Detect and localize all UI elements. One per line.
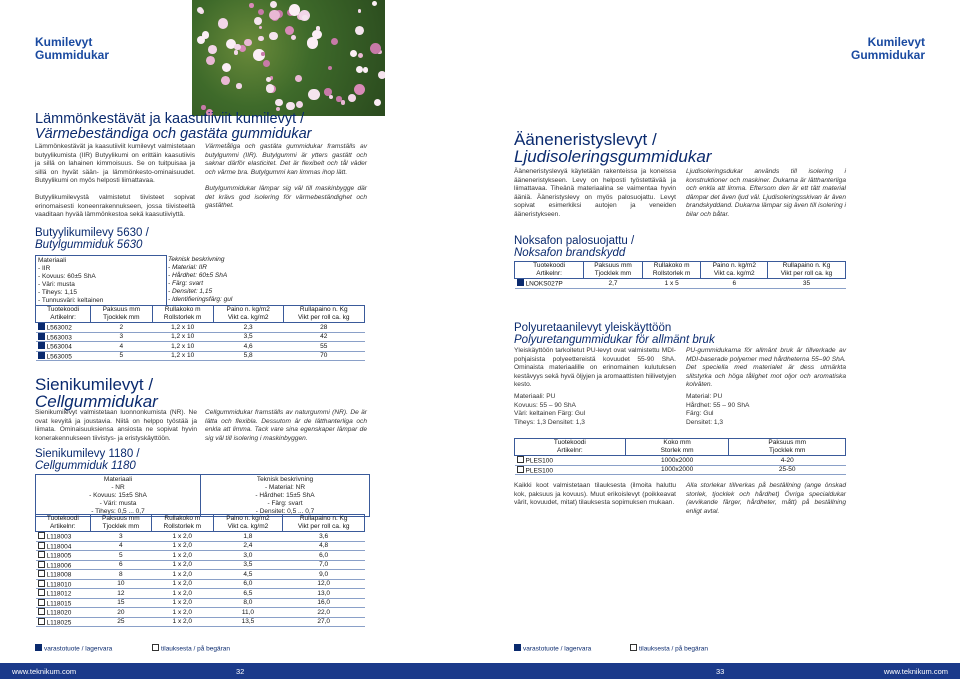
table-cell: L118008 xyxy=(36,570,91,580)
flower-blossom xyxy=(197,7,203,13)
flower-blossom xyxy=(218,18,228,28)
table-cell: 35 xyxy=(768,279,846,289)
table-cell: 25 xyxy=(90,617,151,627)
table-cell: 6,0 xyxy=(283,551,365,561)
table-cell: 1 x 2,0 xyxy=(152,589,213,599)
table-cell: L118004 xyxy=(36,541,91,551)
table-cell: PLES100 xyxy=(515,465,626,475)
table-cell: L563003 xyxy=(36,332,91,342)
mat1-fi-line: - Kovuus: 60±5 ShA xyxy=(38,273,96,280)
table-cell: 1 x 2,0 xyxy=(152,617,213,627)
table-row xyxy=(36,532,365,542)
header-right-line1: Kumilevyt xyxy=(867,35,925,49)
table-row xyxy=(36,332,365,342)
flower-blossom xyxy=(307,37,319,49)
table-cell: 28 xyxy=(283,323,365,333)
table-row xyxy=(36,342,365,352)
table-cell: 1,2 x 10 xyxy=(152,351,213,361)
table-cell: 25-50 xyxy=(729,465,846,475)
flower-blossom xyxy=(269,10,279,20)
flower-blossom xyxy=(308,89,319,100)
table-cell: L563002 xyxy=(36,323,91,333)
header-right xyxy=(851,36,925,62)
table-cell: 13,5 xyxy=(213,617,283,627)
column-header: Paksuus mm Tjocklek mm xyxy=(584,262,643,279)
flower-blossom xyxy=(372,1,377,6)
order-square-icon xyxy=(38,580,45,587)
flower-blossom xyxy=(266,77,271,82)
flower-blossom xyxy=(263,60,270,67)
left-sub2 xyxy=(35,449,140,472)
table-cell: 1 x 2,0 xyxy=(152,541,213,551)
left-sub1-sv: Butylgummiduk 5630 xyxy=(35,238,143,251)
flower-blossom xyxy=(355,26,364,35)
table-cell: L118025 xyxy=(36,617,91,627)
flower-blossom xyxy=(295,75,302,82)
pu-mat-fi xyxy=(514,393,676,427)
left-intro-fi2: Butyylikumilevystä valmistetut tiivisteet sopivat erinomaisesti koneenrakennukseen, jossa tiivisteeltä vaaditaan hyvää lämmönkestoa sekä kaasutiiviyttä. xyxy=(35,194,195,219)
table-cell: L118005 xyxy=(36,551,91,561)
table-cell: 1 x 2,0 xyxy=(152,598,213,608)
table-row xyxy=(36,589,365,599)
table-cell: 1 x 2,0 xyxy=(152,608,213,618)
table-cell: 4-20 xyxy=(729,456,846,466)
order-square-icon xyxy=(38,599,45,606)
flower-blossom xyxy=(259,26,263,30)
flower-blossom xyxy=(354,84,365,95)
left-legend-order xyxy=(152,644,230,653)
table-cell: 4,5 xyxy=(213,570,283,580)
nok-title-fi: Noksafon palosuojattu / xyxy=(514,235,635,247)
table-cell: 6,5 xyxy=(213,589,283,599)
table-row xyxy=(36,351,365,361)
stock-square-icon xyxy=(38,333,45,340)
mat2-fi-line: - NR xyxy=(111,484,125,491)
sound-title-fi: Ääneneristyslevyt / xyxy=(514,130,657,149)
column-header: Tuotekoodi Artikelnr: xyxy=(36,515,91,532)
left-legend-stock-text: varastotuote / lagervara xyxy=(44,645,113,653)
column-header: Rullapaino n. Kg Vikt per roll ca. kg xyxy=(283,306,365,323)
pu-mat-sv-line: Material: PU xyxy=(686,393,723,400)
table-noksafon xyxy=(514,261,846,289)
table-row xyxy=(36,608,365,618)
flower-blossom xyxy=(254,17,262,25)
mat2-fi-box xyxy=(35,474,201,517)
table-cell: 5 xyxy=(91,351,152,361)
table-cell: 3 xyxy=(90,532,151,542)
pu-mat-fi-line: Väri: keltainen Färg: Gul xyxy=(514,410,586,418)
pu-txt-fi: Yleiskäyttöön tarkoitetut PU-levyt ovat valmistettu MDI-pohjaisista polyeettereistä kovuudet 55-90 ShA. Ominaista materiaalille on erinomainen kulutuksen kestävyys sekä hyvä öljyjen ja aromaattisten hiilivetyjen kesto. xyxy=(514,347,676,389)
column-header: Paksuus mm Tjocklek mm xyxy=(91,306,152,323)
mat1-sv-line: - Densitet: 1,15 xyxy=(168,288,213,295)
table-cell: 1000x2000 xyxy=(625,465,729,475)
header-left xyxy=(35,36,109,62)
table-cell xyxy=(35,514,365,627)
table-row xyxy=(36,617,365,627)
table-cell: 2,7 xyxy=(584,279,643,289)
column-header: Rullakoko m Rollstorlek m xyxy=(642,262,701,279)
mat1-fi-line: Materiaali xyxy=(38,257,67,264)
mat1-fi-line: - Tiheys: 1,15 xyxy=(38,289,78,296)
table-cell: L118010 xyxy=(36,579,91,589)
flower-blossom xyxy=(331,38,338,45)
flower-blossom xyxy=(236,83,241,88)
flower-blossom xyxy=(348,94,356,102)
column-header: Tuotekoodi Artikelnr: xyxy=(515,262,584,279)
mat1-fi-box xyxy=(35,255,167,306)
flower-blossom xyxy=(302,15,307,20)
cell-txt-fi: Sienikumilevyt valmistetaan luonnonkumista (NR). Ne ovat kevyitä ja joustavia. Niitä on helppo työstää ja liimata. Ominaisuuksiensa ansiosta ne sopivat hyvin konerakennukseen tiivistys- ja eristyskäyttöön. xyxy=(35,409,197,442)
cell-txt-sv: Cellgummidukar framställs av naturgummi (NR). De är lätta och flexibla. Dessutom är de lätthanterliga och enkla att limma. Tack vare sina egenskaper lämpar de sig väl till isolering i maskinbyggen. xyxy=(205,409,367,442)
flower-blossom xyxy=(291,35,296,40)
footer-url-left[interactable]: www.teknikum.com xyxy=(12,667,77,676)
flower-blossom xyxy=(222,63,231,72)
table-cell: 1 x 2,0 xyxy=(152,560,213,570)
cell-title-sv: Cellgummidukar xyxy=(35,392,158,411)
table-butyl xyxy=(35,305,365,361)
header-left-line1: Kumilevyt xyxy=(35,35,93,49)
right-legend-order xyxy=(630,644,708,653)
table-cell: 3,0 xyxy=(213,551,283,561)
order-square-icon xyxy=(38,551,45,558)
table-cell: PLES100 xyxy=(515,456,626,466)
cell-title-fi: Sienikumilevyt / xyxy=(35,375,154,394)
flower-blossom xyxy=(378,71,385,79)
stock-square-icon xyxy=(38,352,45,359)
mat1-sv-line: - Hårdhet: 60±5 ShA xyxy=(168,272,228,279)
nok-title-sv: Noksafon brandskydd xyxy=(514,246,626,259)
pu-mat-fi-line: Materiaali: PU xyxy=(514,393,556,400)
flower-blossom xyxy=(258,9,264,15)
table-cell: LNOKS027P xyxy=(515,279,584,289)
table-header-row xyxy=(515,439,846,456)
right-legend-stock xyxy=(514,644,591,653)
table-cell: 11,0 xyxy=(213,608,283,618)
flower-blossom xyxy=(249,3,254,8)
table-cell: 4 xyxy=(91,342,152,352)
flower-blossom xyxy=(374,99,381,106)
flower-blossom xyxy=(244,39,252,47)
left-legend-stock xyxy=(35,644,112,653)
table-header-row xyxy=(36,515,365,532)
table-row xyxy=(36,570,365,580)
table-cell: 3,5 xyxy=(213,332,283,342)
mat1-sv-line: - Färg: svart xyxy=(168,280,204,287)
table-row xyxy=(36,323,365,333)
flower-blossom xyxy=(221,76,230,85)
pu-mat-fi-line: Tiheys: 1,3 Densitet: 1,3 xyxy=(514,418,585,426)
column-header: Tuotekoodi Artikelnr: xyxy=(36,306,91,323)
order-square-icon xyxy=(38,561,45,568)
mat1-fi-line: - Väri: musta xyxy=(38,281,75,288)
table-cell: 2,4 xyxy=(213,541,283,551)
column-header: Rullakoko m Rollstorlek m xyxy=(152,306,213,323)
column-header: Paino n. kg/m2 Vikt ca. kg/m2 xyxy=(701,262,768,279)
mat1-sv-line: - Material: IIR xyxy=(168,264,208,271)
mat2-sv-box xyxy=(200,474,370,517)
flower-blossom xyxy=(328,66,332,70)
table-cell: L118020 xyxy=(36,608,91,618)
flower-blossom xyxy=(316,26,321,31)
table-cell: 1 x 2,0 xyxy=(152,570,213,580)
table-cell: 8 xyxy=(90,570,151,580)
column-header: Tuotekoodi Artikelnr: xyxy=(515,439,626,456)
left-sub1 xyxy=(35,228,149,251)
pu-mat-sv-line: Hårdhet: 55 – 90 ShA xyxy=(686,401,750,409)
table-cell: 22,0 xyxy=(283,608,365,618)
table-cell: 16,0 xyxy=(283,598,365,608)
table-row xyxy=(36,598,365,608)
table-cell: 15 xyxy=(90,598,151,608)
left-title-sv: Värmebeständiga och gastäta gummidukar xyxy=(35,126,312,142)
table-row xyxy=(36,541,365,551)
nok-title xyxy=(514,236,634,259)
table-cell: 3 xyxy=(91,332,152,342)
flower-blossom xyxy=(286,102,295,111)
flower-blossom xyxy=(206,56,215,65)
table-cell: 1 x 2,0 xyxy=(152,532,213,542)
pu-mat-sv-line: Densitet: 1,3 xyxy=(686,418,724,426)
left-sub2-fi: Sienikumilevy 1180 / xyxy=(35,448,140,460)
column-header: Rullakoko m Rollstorlek m xyxy=(152,515,213,532)
table-row xyxy=(36,551,365,561)
flower-blossom xyxy=(269,32,277,40)
table-cell: L118015 xyxy=(36,598,91,608)
left-intro-sv2: Butylgummidukar lämpar sig väl till maskinbygge där det krävs god isolering för värmebeständighet och gastäthet. xyxy=(205,185,367,210)
table-row xyxy=(515,456,846,466)
table-cell: L118006 xyxy=(36,560,91,570)
left-intro-sv: Värmetåliga och gastäta gummidukar framställs av butylgummi (IIR). Butylgummi är ytters gastätt och saknar därför elasticitet. Det är flexibelt och tål väder och värme bra. Butylgummi kan limmas ihop lätt. xyxy=(205,143,367,176)
flower-blossom xyxy=(201,105,206,110)
flower-blossom xyxy=(234,50,238,54)
order-square-icon xyxy=(38,532,45,539)
flower-blossom xyxy=(275,99,283,107)
right-legend-order-text: tilauksesta / på begäran xyxy=(639,645,709,653)
table-cell: 20 xyxy=(90,608,151,618)
left-intro-fi: Lämmönkestävät ja kaasutiiviit kumilevyt valmistetaan butyylikumista (IIR) Butyylikumi on erittäin kaasutiivis ja sillä on lahainen kimmoisuus. Se on tuitpuisaa ja sillä on hyvät sään- ja lämmönkesto-ominaisuudet. Butyylikumi on myös helposti liimattavaa. xyxy=(35,143,195,185)
flower-blossom xyxy=(363,67,369,73)
flower-blossom xyxy=(358,53,363,58)
table-cell: 1 x 2,0 xyxy=(152,579,213,589)
column-header: Paksuus mm Tjocklek mm xyxy=(729,439,846,456)
mat1-sv-line: Teknisk beskrivning xyxy=(168,256,225,263)
column-header: Koko mm Storlek mm xyxy=(625,439,729,456)
table-cell: 3,5 xyxy=(213,560,283,570)
table-cell: 2,3 xyxy=(213,323,283,333)
left-title-fi: Lämmönkestävät ja kaasutiiviit kumilevyt / xyxy=(35,111,305,127)
flower-blossom xyxy=(208,45,217,54)
flower-blossom xyxy=(350,50,357,57)
header-right-line2: Gummidukar xyxy=(850,48,925,62)
flower-blossom xyxy=(261,52,264,55)
pu-title-sv: Polyuretangummidukar för allmänt bruk xyxy=(514,333,715,346)
note-sv: Alla storlekar tillverkas på beställning (ange önskad storlek, tjocklek och hårdhet) Övriga specialdukar (avvikande färger, hårdheter, mått) på beställning enligt avtal. xyxy=(686,482,846,515)
table-cell: 27,0 xyxy=(283,617,365,627)
order-square-icon xyxy=(38,570,45,577)
footer-page-left: 32 xyxy=(236,667,245,676)
table-row xyxy=(36,560,365,570)
stock-square-icon xyxy=(38,342,45,349)
column-header: Paino n. kg/m2 Vikt ca. kg/m2 xyxy=(213,306,283,323)
table-row xyxy=(36,579,365,589)
mat2-fi-line: - Tiheys: 0,5 ... 0,7 xyxy=(91,508,145,515)
left-sub1-fi: Butyylikumilevy 5630 / xyxy=(35,227,149,239)
table-cell: 4,6 xyxy=(213,342,283,352)
flower-blossom xyxy=(296,101,303,108)
column-header: Paino n. kg/m2 Vikt ca. kg/m2 xyxy=(213,515,283,532)
order-square-icon xyxy=(517,456,524,463)
order-square-icon xyxy=(38,608,45,615)
sound-title xyxy=(514,131,711,165)
order-square-icon xyxy=(38,589,45,596)
table-cell: 1,2 x 10 xyxy=(152,342,213,352)
table-header-row xyxy=(515,262,846,279)
table-cell: 3,6 xyxy=(283,532,365,542)
order-square-icon xyxy=(38,542,45,549)
table-cell: 7,0 xyxy=(283,560,365,570)
table-cell: L118003 xyxy=(36,532,91,542)
mat2-sv-line: - Hårdhet: 15±5 ShA xyxy=(255,492,315,499)
order-square-icon xyxy=(630,644,637,651)
stock-square-icon xyxy=(38,323,45,330)
table-cell: 1,8 xyxy=(213,532,283,542)
stock-square-icon xyxy=(514,644,521,651)
left-sub2-sv: Cellgummiduk 1180 xyxy=(35,459,136,472)
flower-blossom xyxy=(234,44,241,51)
mat1-fi-line: - IIR xyxy=(38,265,51,272)
table-cell: L563004 xyxy=(36,342,91,352)
table-row xyxy=(515,279,846,289)
flower-photo xyxy=(192,0,385,116)
table-cell: L563005 xyxy=(36,351,91,361)
mat2-fi-line: - Kovuus: 15±5 ShA xyxy=(89,492,147,499)
table-cell: 12 xyxy=(90,589,151,599)
header-left-line2: Gummidukar xyxy=(35,48,110,62)
flower-blossom xyxy=(341,100,345,104)
flower-blossom xyxy=(329,95,333,99)
table-cell: 5,8 xyxy=(213,351,283,361)
table-cell: 4,8 xyxy=(283,541,365,551)
table-cell: 1,2 x 10 xyxy=(152,332,213,342)
table-cell: 1 x 5 xyxy=(642,279,701,289)
note-fi: Kaikki koot valmistetaan tilauksesta (ilmoita haluttu kok, paksuus ja kovuus). Muut erikoislevyt (poikkeavat värit, kovuudet, mitat) tilauksesta sopimuksen mukaan. xyxy=(514,482,676,507)
footer-page-right: 33 xyxy=(716,667,725,676)
sound-txt-sv: Ljudisoleringsdukar används till isolering i konstruktioner och maskiner. Dukarna är lätthanterliga och enkla att limma. Eftersom den är ett tätt material dämpar det även ljud väl. Ljudisoleringsskivan är även brandskyddand. Dukarna lämpar sig även till isolering i bilar och båtar. xyxy=(686,168,846,218)
table-cell: 1000x2000 xyxy=(625,456,729,466)
left-legend-order-text: tilauksesta / på begäran xyxy=(161,645,231,653)
pu-title xyxy=(514,323,715,346)
pu-mat-sv xyxy=(686,393,846,427)
footer-url-right[interactable]: www.teknikum.com xyxy=(883,667,948,676)
column-header: Paksuus mm Tjocklek mm xyxy=(90,515,151,532)
order-square-icon xyxy=(517,466,524,473)
mat2-fi-line: Materiaali xyxy=(103,476,133,483)
table-cell: 13,0 xyxy=(283,589,365,599)
table-cell: 42 xyxy=(283,332,365,342)
mat2-sv-line: Teknisk beskrivning xyxy=(256,476,314,483)
pu-mat-fi-line: Kovuus: 55 – 90 ShA xyxy=(514,401,576,409)
sound-txt-fi: Ääneneristyslevyä käytetään rakenteissa ja koneissa ääneneristykseen. Levy on helposti työstettävää ja liimattavaa. Tiheänä materiaalina se vaimentaa hyvin ääniä. Ääneristyslevy on myös palosuojattu. Levyt sopivat esimerkiksi autojen ja veneiden ääneristykseen. xyxy=(514,168,676,218)
pu-mat-sv-line: Färg: Gul xyxy=(686,410,714,418)
mat1-sv-box xyxy=(166,255,368,304)
flower-blossom xyxy=(202,31,209,38)
flower-blossom xyxy=(370,43,381,54)
table-cell: 6 xyxy=(90,560,151,570)
table-cell: 1,2 x 10 xyxy=(152,323,213,333)
column-header: Rullapaino n. Kg Vikt per roll ca. kg xyxy=(283,515,365,532)
mat1-fi-line: - Tunnusväri: keltainen xyxy=(38,297,104,304)
table-pu xyxy=(514,438,846,475)
mat2-fi-line: - Väri: musta xyxy=(99,500,137,507)
table-row xyxy=(515,465,846,475)
mat2-sv-line: - Färg: svart xyxy=(267,500,303,507)
pu-title-fi: Polyuretaanilevyt yleiskäyttöön xyxy=(514,322,672,334)
table-cell: L118012 xyxy=(36,589,91,599)
mat1-sv-line: - Identifieringsfärg: gul xyxy=(168,296,233,303)
stock-square-icon xyxy=(517,279,524,286)
table-header-row xyxy=(36,306,365,323)
table-cell: 70 xyxy=(283,351,365,361)
flower-blossom xyxy=(285,26,295,36)
table-cell: 6,0 xyxy=(213,579,283,589)
mat2-sv-line: - Material: NR xyxy=(264,484,306,491)
flower-blossom xyxy=(258,36,263,41)
stock-square-icon xyxy=(35,644,42,651)
table-cell: 55 xyxy=(283,342,365,352)
left-title xyxy=(35,112,395,142)
table-cell: 2 xyxy=(91,323,152,333)
table-cell: 12,0 xyxy=(283,579,365,589)
table-cell: 8,0 xyxy=(213,598,283,608)
order-square-icon xyxy=(38,618,45,625)
table-cell: 9,0 xyxy=(283,570,365,580)
footer-bar xyxy=(0,663,960,679)
table-cell: 10 xyxy=(90,579,151,589)
table-cell: 5 xyxy=(90,551,151,561)
right-legend-stock-text: varastotuote / lagervara xyxy=(523,645,592,653)
column-header: Rullapaino n. Kg Vikt per roll ca. kg xyxy=(768,262,846,279)
table-cell: 6 xyxy=(701,279,768,289)
table-cell: 4 xyxy=(90,541,151,551)
table-cell: 1 x 2,0 xyxy=(152,551,213,561)
cell-title xyxy=(35,376,158,410)
sound-title-sv: Ljudisoleringsgummidukar xyxy=(514,147,712,166)
pu-txt-sv: PU-gummidukarna för allmänt bruk är tillverkade av MDI-baserade polyemer med hårdheterna 55–90 ShA. Det speciella med materialet är dess utmärkta slitstyrka och höga tålighet mot oljor och aromatiska kolväten. xyxy=(686,347,846,389)
flower-blossom xyxy=(270,1,277,8)
mat2-sv-line: - Densitet: 0,5 ... 0,7 xyxy=(255,508,315,515)
order-square-icon xyxy=(152,644,159,651)
flower-blossom xyxy=(358,9,362,13)
